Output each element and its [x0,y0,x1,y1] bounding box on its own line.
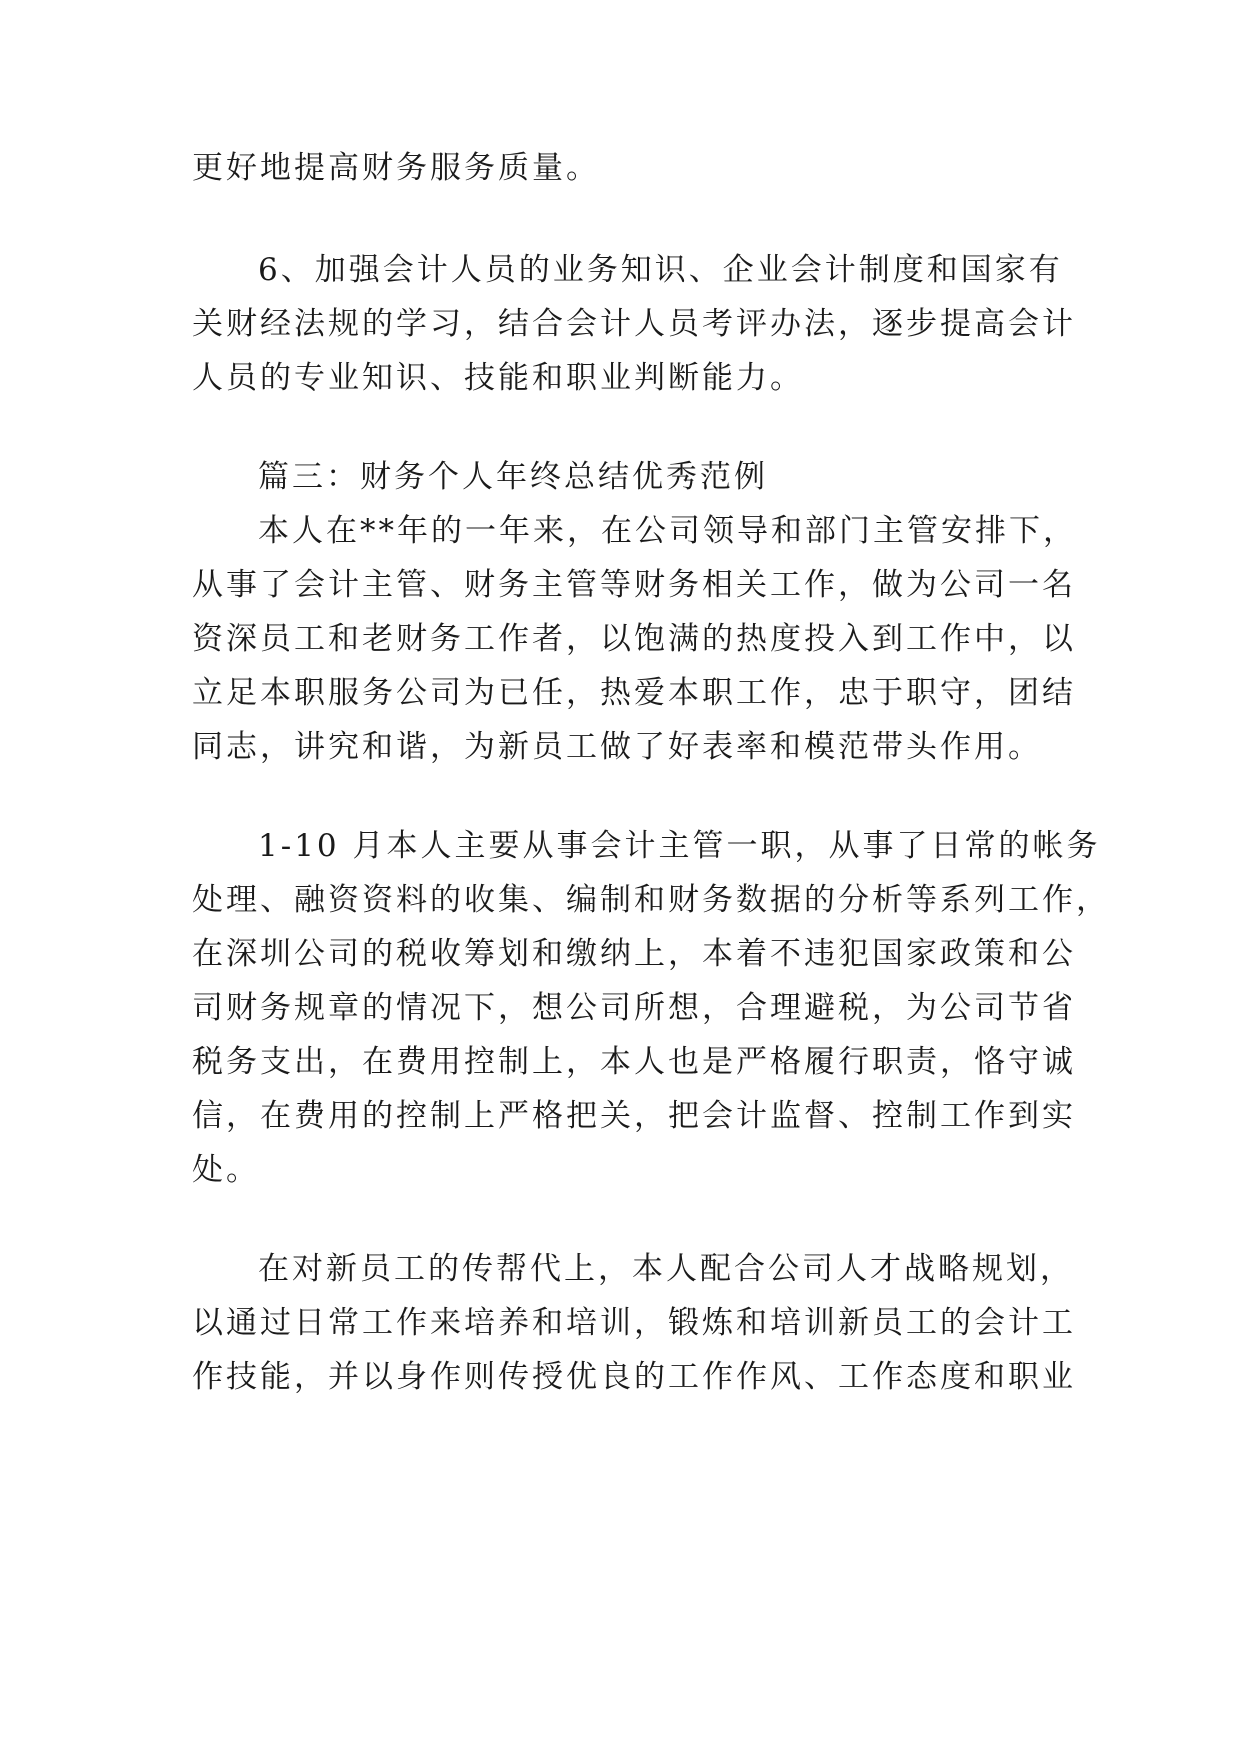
paragraph-2-line-3: 人员的专业知识、技能和职业判断能力。 [192,360,804,396]
paragraph-4-line-5: 税务支出，在费用控制上，本人也是严格履行职责，恪守诚 [192,1044,1076,1080]
paragraph-4-line-1: 1-10 月本人主要从事会计主管一职，从事了日常的帐务 [258,828,1101,864]
paragraph-5-line-3: 作技能，并以身作则传授优良的工作作风、工作态度和职业 [192,1359,1076,1395]
paragraph-3-line-3: 资深员工和老财务工作者，以饱满的热度投入到工作中，以 [192,621,1076,657]
paragraph-5-line-1: 在对新员工的传帮代上，本人配合公司人才战略规划， [258,1251,1074,1287]
paragraph-5-line-2: 以通过日常工作来培养和培训，锻炼和培训新员工的会计工 [192,1305,1076,1341]
paragraph-3-line-1: 本人在**年的一年来，在公司领导和部门主管安排下， [258,513,1077,549]
paragraph-4-line-2: 处理、融资资料的收集、编制和财务数据的分析等系列工作， [192,882,1110,918]
paragraph-4-line-3: 在深圳公司的税收筹划和缴纳上，本着不违犯国家政策和公 [192,936,1076,972]
paragraph-3-line-4: 立足本职服务公司为已任，热爱本职工作，忠于职守，团结 [192,675,1076,711]
paragraph-4-line-6: 信，在费用的控制上严格把关，把会计监督、控制工作到实 [192,1098,1076,1134]
paragraph-3-line-5: 同志，讲究和谐，为新员工做了好表率和模范带头作用。 [192,729,1042,765]
section-heading: 篇三：财务个人年终总结优秀范例 [258,459,768,495]
paragraph-4-line-4: 司财务规章的情况下，想公司所想，合理避税，为公司节省 [192,990,1076,1026]
paragraph-1-line-1: 更好地提高财务服务质量。 [192,150,600,186]
paragraph-4-line-7: 处。 [192,1152,260,1188]
paragraph-3-line-2: 从事了会计主管、财务主管等财务相关工作，做为公司一名 [192,567,1076,603]
paragraph-2-line-2: 关财经法规的学习，结合会计人员考评办法，逐步提高会计 [192,306,1076,342]
paragraph-2-line-1: 6、加强会计人员的业务知识、企业会计制度和国家有 [258,252,1063,288]
